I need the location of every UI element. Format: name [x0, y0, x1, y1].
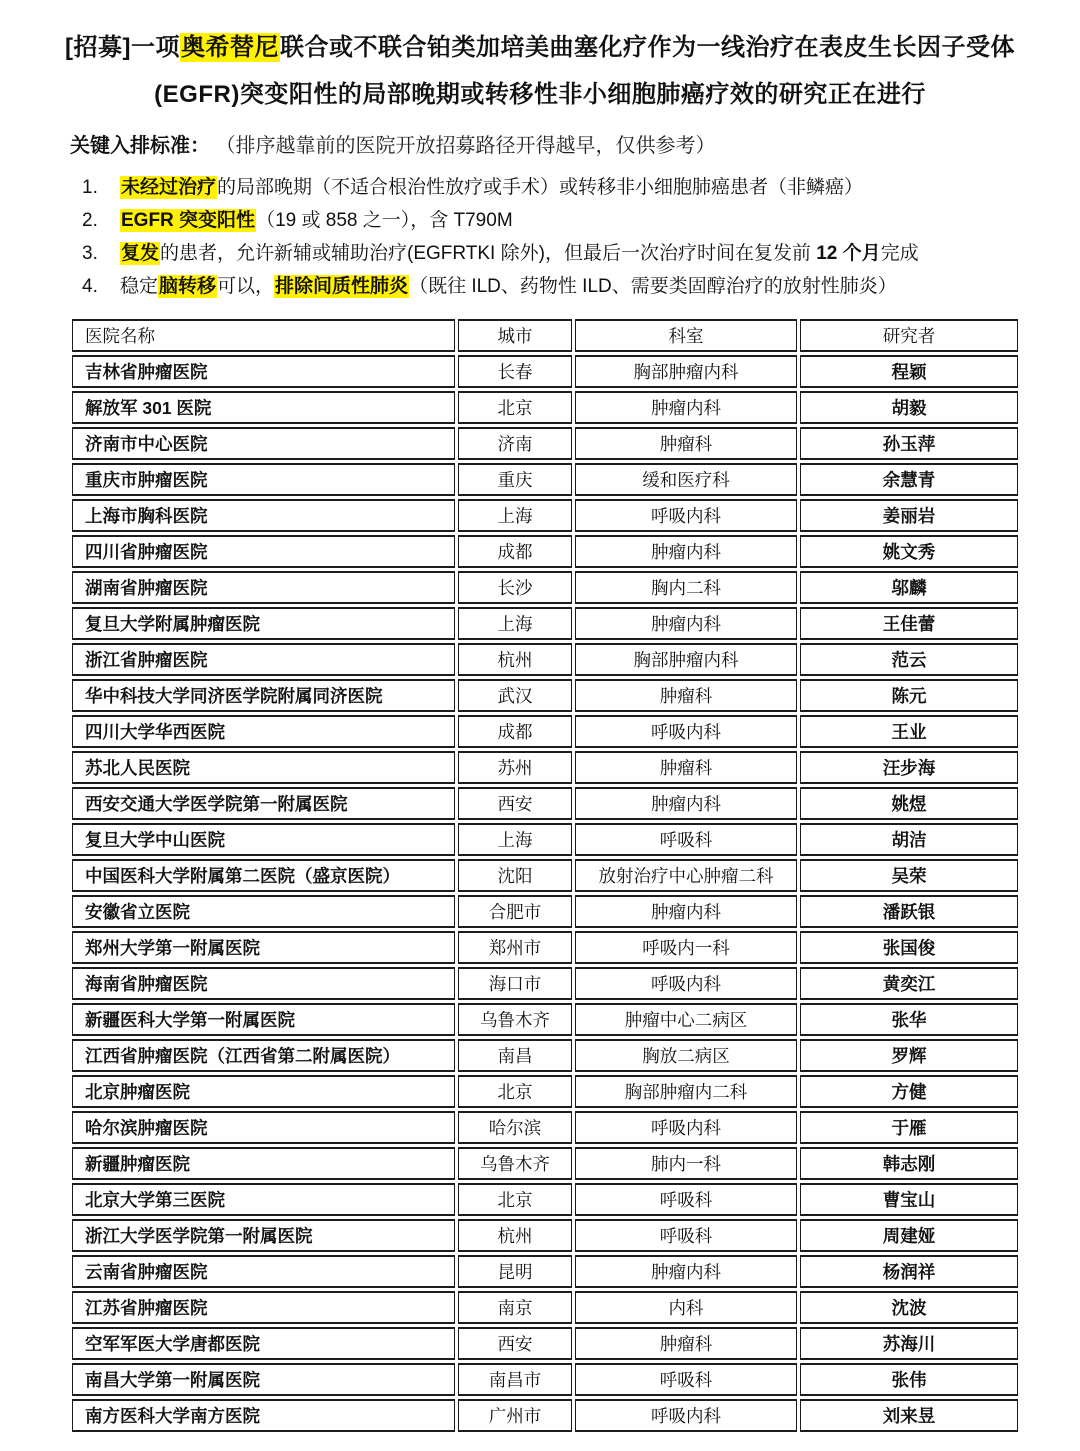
department-cell: 呼吸内科 [575, 499, 797, 532]
criteria-text-run: （19 或 858 之一），含 T790M [256, 210, 513, 231]
table-row [72, 607, 1018, 640]
document-title [0, 24, 1080, 118]
city-cell: 武汉 [458, 679, 572, 712]
investigator-cell: 杨润祥 [800, 1255, 1018, 1288]
city-cell: 上海 [458, 499, 572, 532]
investigator-cell: 张国俊 [800, 931, 1018, 964]
criteria-highlighted-run: 未经过治疗 [121, 177, 217, 198]
department-cell: 胸部肿瘤内科 [575, 355, 797, 388]
hospital-name-cell: 重庆市肿瘤医院 [72, 463, 455, 496]
criteria-highlighted-run: 脑转移 [159, 276, 217, 297]
investigator-cell: 胡毅 [800, 391, 1018, 424]
table-row [72, 1327, 1018, 1360]
hospital-name-cell: 华中科技大学同济医学院附属同济医院 [72, 679, 455, 712]
table-row [72, 1147, 1018, 1180]
investigator-cell: 邬麟 [800, 571, 1018, 604]
department-cell: 胸放二病区 [575, 1039, 797, 1072]
table-row [72, 427, 1018, 460]
criteria-item [82, 237, 1080, 270]
department-cell: 肿瘤科 [575, 751, 797, 784]
table-row [72, 643, 1018, 676]
table-row [72, 715, 1018, 748]
table-header-city: 城市 [458, 319, 572, 352]
table-row [72, 1075, 1018, 1108]
table-row [72, 1363, 1018, 1396]
hospital-name-cell: 解放军 301 医院 [72, 391, 455, 424]
city-cell: 西安 [458, 1327, 572, 1360]
city-cell: 济南 [458, 427, 572, 460]
investigator-cell: 罗辉 [800, 1039, 1018, 1072]
department-cell: 缓和医疗科 [575, 463, 797, 496]
hospital-name-cell: 四川省肿瘤医院 [72, 535, 455, 568]
city-cell: 南昌市 [458, 1363, 572, 1396]
investigator-cell: 胡洁 [800, 823, 1018, 856]
table-row [72, 679, 1018, 712]
hospital-name-cell: 哈尔滨肿瘤医院 [72, 1111, 455, 1144]
criteria-item-number: 1. [82, 177, 98, 198]
table-row [72, 895, 1018, 928]
title-text-prefix: [招募]一项 [65, 34, 180, 61]
title-line-2 [0, 71, 1080, 118]
hospital-name-cell: 苏北人民医院 [72, 751, 455, 784]
table-row [72, 571, 1018, 604]
hospital-name-cell: 南方医科大学南方医院 [72, 1399, 455, 1432]
city-cell: 合肥市 [458, 895, 572, 928]
department-cell: 呼吸科 [575, 1183, 797, 1216]
criteria-text-run: 完成 [880, 243, 919, 264]
department-cell: 呼吸科 [575, 823, 797, 856]
criteria-item-text [120, 171, 863, 204]
table-row [72, 1399, 1018, 1432]
city-cell: 郑州市 [458, 931, 572, 964]
title-line-1 [0, 24, 1080, 71]
investigator-cell: 黄奕江 [800, 967, 1018, 1000]
investigator-cell: 周建娅 [800, 1219, 1018, 1252]
criteria-item [82, 270, 1080, 303]
investigator-cell: 王业 [800, 715, 1018, 748]
investigator-cell: 余慧青 [800, 463, 1018, 496]
hospital-name-cell: 复旦大学附属肿瘤医院 [72, 607, 455, 640]
department-cell: 肿瘤内科 [575, 1255, 797, 1288]
department-cell: 放射治疗中心肿瘤二科 [575, 859, 797, 892]
hospital-name-cell: 浙江大学医学院第一附属医院 [72, 1219, 455, 1252]
hospital-name-cell: 新疆肿瘤医院 [72, 1147, 455, 1180]
department-cell: 肿瘤内科 [575, 895, 797, 928]
hospital-name-cell: 安徽省立医院 [72, 895, 455, 928]
criteria-text-run: 稳定 [120, 276, 159, 297]
hospital-name-cell: 海南省肿瘤医院 [72, 967, 455, 1000]
criteria-heading-label: 关键入排标准： [70, 135, 210, 157]
department-cell: 内科 [575, 1291, 797, 1324]
investigator-cell: 苏海川 [800, 1327, 1018, 1360]
criteria-heading [70, 131, 1080, 161]
hospital-name-cell: 江苏省肿瘤医院 [72, 1291, 455, 1324]
table-row [72, 1255, 1018, 1288]
city-cell: 北京 [458, 1075, 572, 1108]
investigator-cell: 范云 [800, 643, 1018, 676]
investigator-cell: 汪步海 [800, 751, 1018, 784]
title-text-line2: (EGFR)突变阳性的局部晚期或转移性非小细胞肺癌疗效的研究正在进行 [154, 81, 926, 108]
criteria-text-run: 的患者，允许新辅或辅助治疗(EGFRTKI 除外)，但最后一次治疗时间在复发前 [160, 243, 817, 264]
criteria-item-text [120, 204, 513, 237]
department-cell: 呼吸科 [575, 1363, 797, 1396]
city-cell: 南昌 [458, 1039, 572, 1072]
investigator-cell: 韩志刚 [800, 1147, 1018, 1180]
table-row [72, 1039, 1018, 1072]
department-cell: 肿瘤内科 [575, 787, 797, 820]
hospital-name-cell: 空军军医大学唐都医院 [72, 1327, 455, 1360]
city-cell: 海口市 [458, 967, 572, 1000]
table-row [72, 823, 1018, 856]
city-cell: 长春 [458, 355, 572, 388]
criteria-item-number: 3. [82, 243, 98, 264]
city-cell: 苏州 [458, 751, 572, 784]
department-cell: 肿瘤科 [575, 427, 797, 460]
department-cell: 肿瘤中心二病区 [575, 1003, 797, 1036]
city-cell: 广州市 [458, 1399, 572, 1432]
department-cell: 肺内一科 [575, 1147, 797, 1180]
table-body [72, 355, 1018, 1432]
criteria-heading-note: （排序越靠前的医院开放招募路径开得越早，仅供参考） [215, 135, 716, 157]
criteria-highlighted-run: 排除间质性肺炎 [275, 276, 409, 297]
hospital-name-cell: 吉林省肿瘤医院 [72, 355, 455, 388]
hospital-name-cell: 四川大学华西医院 [72, 715, 455, 748]
city-cell: 乌鲁木齐 [458, 1147, 572, 1180]
department-cell: 呼吸内科 [575, 967, 797, 1000]
hospital-name-cell: 北京大学第三医院 [72, 1183, 455, 1216]
hospital-name-cell: 济南市中心医院 [72, 427, 455, 460]
title-highlight-drug-name: 奥希替尼 [180, 34, 279, 61]
investigator-cell: 姚文秀 [800, 535, 1018, 568]
department-cell: 胸部肿瘤内科 [575, 643, 797, 676]
table-header-department: 科室 [575, 319, 797, 352]
investigator-cell: 陈元 [800, 679, 1018, 712]
hospital-sites-table [69, 316, 1021, 1435]
criteria-item-number: 2. [82, 210, 98, 231]
investigator-cell: 张华 [800, 1003, 1018, 1036]
department-cell: 肿瘤科 [575, 1327, 797, 1360]
hospital-name-cell: 新疆医科大学第一附属医院 [72, 1003, 455, 1036]
department-cell: 肿瘤内科 [575, 607, 797, 640]
criteria-item-number: 4. [82, 276, 98, 297]
table-row [72, 859, 1018, 892]
department-cell: 呼吸内科 [575, 1399, 797, 1432]
criteria-highlighted-run: 复发 [121, 243, 160, 264]
department-cell: 肿瘤科 [575, 679, 797, 712]
investigator-cell: 方健 [800, 1075, 1018, 1108]
table-row [72, 1003, 1018, 1036]
criteria-text-run: 可以， [217, 276, 275, 297]
hospital-name-cell: 中国医科大学附属第二医院（盛京医院） [72, 859, 455, 892]
hospital-name-cell: 浙江省肿瘤医院 [72, 643, 455, 676]
criteria-item-text [120, 270, 897, 303]
city-cell: 长沙 [458, 571, 572, 604]
city-cell: 杭州 [458, 1219, 572, 1252]
city-cell: 哈尔滨 [458, 1111, 572, 1144]
table-row [72, 463, 1018, 496]
table-row [72, 787, 1018, 820]
city-cell: 成都 [458, 715, 572, 748]
table-header-investigator: 研究者 [800, 319, 1018, 352]
department-cell: 胸内二科 [575, 571, 797, 604]
department-cell: 胸部肿瘤内二科 [575, 1075, 797, 1108]
city-cell: 重庆 [458, 463, 572, 496]
city-cell: 上海 [458, 607, 572, 640]
criteria-text-run: （既往 ILD、药物性 ILD、需要类固醇治疗的放射性肺炎） [409, 276, 897, 297]
department-cell: 呼吸内科 [575, 715, 797, 748]
department-cell: 肿瘤内科 [575, 391, 797, 424]
city-cell: 北京 [458, 1183, 572, 1216]
investigator-cell: 于雁 [800, 1111, 1018, 1144]
department-cell: 呼吸科 [575, 1219, 797, 1252]
hospital-name-cell: 西安交通大学医学院第一附属医院 [72, 787, 455, 820]
city-cell: 南京 [458, 1291, 572, 1324]
hospital-name-cell: 复旦大学中山医院 [72, 823, 455, 856]
table-row [72, 931, 1018, 964]
investigator-cell: 张伟 [800, 1363, 1018, 1396]
table-row [72, 1219, 1018, 1252]
table-row [72, 535, 1018, 568]
hospital-name-cell: 北京肿瘤医院 [72, 1075, 455, 1108]
city-cell: 西安 [458, 787, 572, 820]
table-row [72, 1291, 1018, 1324]
department-cell: 肿瘤内科 [575, 535, 797, 568]
city-cell: 沈阳 [458, 859, 572, 892]
investigator-cell: 沈波 [800, 1291, 1018, 1324]
hospital-name-cell: 湖南省肿瘤医院 [72, 571, 455, 604]
table-header [72, 319, 1018, 352]
hospital-name-cell: 上海市胸科医院 [72, 499, 455, 532]
hospital-name-cell: 江西省肿瘤医院（江西省第二附属医院） [72, 1039, 455, 1072]
department-cell: 呼吸内科 [575, 1111, 797, 1144]
city-cell: 乌鲁木齐 [458, 1003, 572, 1036]
table-row [72, 499, 1018, 532]
table-row [72, 1111, 1018, 1144]
investigator-cell: 刘来昱 [800, 1399, 1018, 1432]
table-row [72, 1183, 1018, 1216]
investigator-cell: 潘跃银 [800, 895, 1018, 928]
criteria-text-run: 12 个月 [816, 243, 881, 264]
table-header-hospital-name: 医院名称 [72, 319, 455, 352]
title-text-suffix: 联合或不联合铂类加培美曲塞化疗作为一线治疗在表皮生长因子受体 [279, 34, 1015, 61]
investigator-cell: 吴荣 [800, 859, 1018, 892]
criteria-highlighted-run: EGFR 突变阳性 [121, 210, 256, 231]
investigator-cell: 孙玉萍 [800, 427, 1018, 460]
criteria-item-text [120, 237, 919, 270]
criteria-item [82, 204, 1080, 237]
table-row [72, 355, 1018, 388]
hospital-name-cell: 云南省肿瘤医院 [72, 1255, 455, 1288]
hospital-name-cell: 郑州大学第一附属医院 [72, 931, 455, 964]
hospital-name-cell: 南昌大学第一附属医院 [72, 1363, 455, 1396]
city-cell: 杭州 [458, 643, 572, 676]
criteria-text-run: 的局部晚期（不适合根治性放疗或手术）或转移非小细胞肺癌患者（非鳞癌） [217, 177, 864, 198]
investigator-cell: 王佳蕾 [800, 607, 1018, 640]
department-cell: 呼吸内一科 [575, 931, 797, 964]
table-header-row [72, 319, 1018, 352]
criteria-list [82, 171, 1080, 303]
table-row [72, 751, 1018, 784]
city-cell: 上海 [458, 823, 572, 856]
criteria-item [82, 171, 1080, 204]
table-row [72, 391, 1018, 424]
city-cell: 昆明 [458, 1255, 572, 1288]
table-row [72, 967, 1018, 1000]
investigator-cell: 程颖 [800, 355, 1018, 388]
investigator-cell: 姜丽岩 [800, 499, 1018, 532]
investigator-cell: 曹宝山 [800, 1183, 1018, 1216]
investigator-cell: 姚煜 [800, 787, 1018, 820]
city-cell: 北京 [458, 391, 572, 424]
city-cell: 成都 [458, 535, 572, 568]
